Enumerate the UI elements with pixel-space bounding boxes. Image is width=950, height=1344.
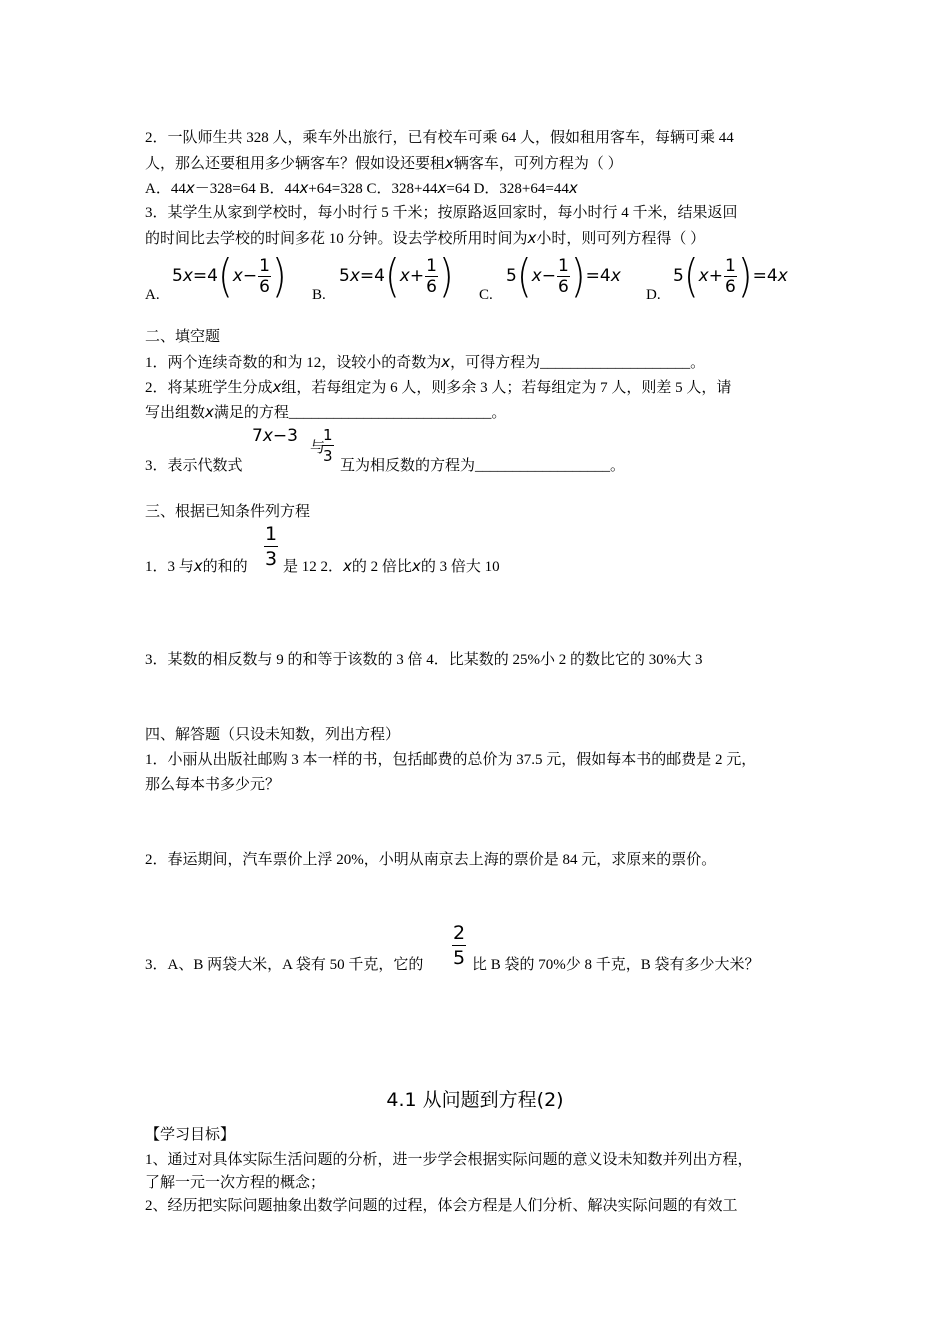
q2-options: A．44x－328=64 B．44x+64=328 C．328+44x=64 D．328+64=44x: [145, 179, 578, 197]
solve-q2: 2．春运期间，汽车票价上浮 20%，小明从南京去上海的票价是 84 元，求原来的票价。: [145, 852, 717, 868]
q3-line1: 3．某学生从家到学校时，每小时行 5 千米；按原路返回家时，每小时行 4 千米，结果返回: [145, 205, 738, 221]
q3-line2: 的时间比去学校的时间多花 10 分钟。设去学校所用时间为x小时，则可列方程得（ ）: [145, 229, 706, 247]
q3-option-b-label: B.: [312, 287, 326, 303]
solve-q3-fraction: $\frac{2}{5}$: [453, 922, 466, 969]
q3-equation-c: 5(x− $\frac{1}{6}$ )=4x: [506, 249, 621, 303]
lesson-title: 4.1 从问题到方程(2): [386, 1089, 564, 1111]
fill-q3-text: 3．表示代数式: [145, 458, 243, 474]
solve-q3-tail: 比 B 袋的 70%少 8 千克，B 袋有多少大米？: [472, 957, 760, 973]
q3-equation-d: 5(x+ $\frac{1}{6}$ )=4x: [673, 249, 788, 303]
fill-q2-line2: 写出组数x满足的方程___________________________。: [145, 403, 507, 421]
solve-q1-line2: 那么每本书多少元？: [145, 777, 281, 793]
goal-1-line1: 1、通过对具体实际生活问题的分析，进一步学会根据实际问题的意义设未知数并列出方程，: [145, 1152, 753, 1168]
fill-q3-with: 与: [310, 440, 326, 456]
equations-q1-fraction: $\frac{1}{3}$: [265, 523, 278, 570]
solve-q1-line1: 1．小丽从出版社邮购 3 本一样的书，包括邮费的总价为 37.5 元，假如每本书的邮费是 2 元，: [145, 752, 757, 768]
q3-equation-a: 5x=4(x− $\frac{1}{6}$ ): [172, 249, 287, 303]
q3-option-c-label: C.: [479, 287, 493, 303]
goal-1-line2: 了解一元一次方程的概念；: [145, 1175, 326, 1191]
fill-q3-tail: 互为相反数的方程为__________________。: [340, 458, 626, 474]
fill-q3-fraction: $\frac{1}{3}$: [323, 426, 333, 465]
q3-equation-b: 5x=4(x+ $\frac{1}{6}$ ): [339, 249, 454, 303]
section-equations-heading: 三、根据已知条件列方程: [145, 504, 311, 520]
fill-q3-expression: 7x−3: [252, 426, 298, 446]
q3-option-a-label: A.: [145, 287, 160, 303]
q3-option-d-label: D.: [646, 287, 661, 303]
goal-2: 2、经历把实际问题抽象出数学问题的过程，体会方程是人们分析、解决实际问题的有效工: [145, 1198, 738, 1214]
equations-q1-q2: 1．3 与x的和的: [145, 557, 248, 575]
solve-q3-text: 3．A、B 两袋大米，A 袋有 50 千克，它的: [145, 957, 424, 973]
section-fill-blank-heading: 二、填空题: [145, 329, 221, 345]
equations-q1-tail: 是 12 2．x的 2 倍比x的 3 倍大 10: [283, 557, 500, 575]
equations-q3-q4: 3．某数的相反数与 9 的和等于该数的 3 倍 4．比某数的 25%小 2 的数比它的 30%大 3: [145, 652, 703, 668]
q2-line2: 人，那么还要租用多少辆客车？假如设还要租x辆客车，可列方程为（ ）: [145, 154, 623, 172]
q2-line1: 2．一队师生共 328 人，乘车外出旅行，已有校车可乘 64 人，假如租用客车，每辆可乘 44: [145, 130, 734, 146]
section-solve-heading: 四、解答题（只设未知数，列出方程）: [145, 727, 401, 743]
learning-goals-heading: 【学习目标】: [145, 1127, 236, 1143]
fill-q1: 1．两个连续奇数的和为 12，设较小的奇数为x，可得方程为____________________。: [145, 353, 706, 371]
fill-q2-line1: 2．将某班学生分成x组，若每组定为 6 人，则多余 3 人；若每组定为 7 人，则差 5 人，请: [145, 378, 732, 396]
